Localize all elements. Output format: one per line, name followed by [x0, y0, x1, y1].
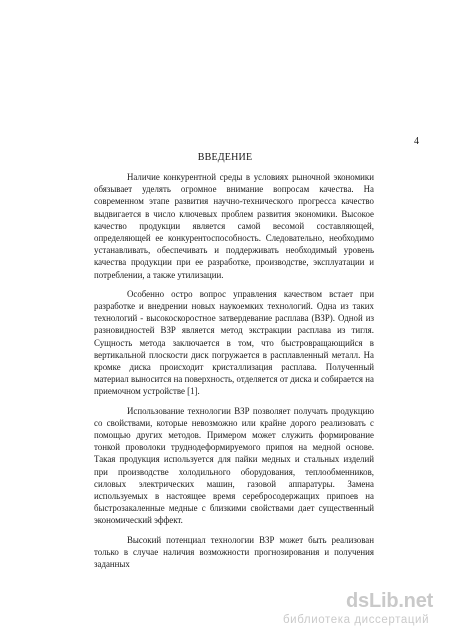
section-heading: ВВЕДЕНИЕ [197, 152, 253, 163]
paragraph: Использование технологии ВЗР позволяет получать продукцию со свойствами, которые невозможно или крайне дорого реализовать с помощью других методов. Примером может служить формирование тонкой проволоки труднодеформируемого припоя на медной основе. Такая продукция используется для пайки медных и стальных изделий при производстве холодильного оборудования, теплообменников, силовых электрических машин, газовой аппаратуры. Замена используемых в настоящее время серебросодержащих припоев на быстрозакаленные медные с близкими свойствами дает существенный экономический эффект. [94, 405, 374, 526]
paragraph: Высокий потенциал технологии ВЗР может быть реализован только в случае наличия возможности прогнозирования и получения заданных [94, 534, 374, 570]
watermark-subtitle: библиотека диссертаций [283, 614, 430, 626]
paragraph: Особенно остро вопрос управления качеством встает при разработке и внедрении новых наукоемких технологий. Одна из таких технологий - высокоскоростное затвердевание расплава (ВЗР). Одной из разновидностей ВЗР является метод экстракции расплава из тигля. Сущность метода заключается в том, что быстровращающийся в вертикальной плоскости диск погружается в расплавленный металл. На кромке диска происходит кристаллизация расплава. Полученный материал выносится на поверхность, отделяется от диска и собирается на приемочном устройстве [1]. [94, 288, 374, 397]
watermark [283, 590, 448, 636]
watermark-logo: dsLib.net [346, 590, 434, 612]
paragraph: Наличие конкурентной среды в условиях рыночной экономики обязывает уделять огромное внимание вопросам качества. На современном этапе развития научно-технического прогресса качество выдвигается в число ключевых проблем развития экономики. Высокое качество продукции является самой весомой составляющей, определяющей ее конкурентоспособность. Следовательно, необходимо устанавливать, обеспечивать и поддерживать необходимый уровень качества продукции при ее разработке, производстве, эксплуатации и потреблении, а также утилизации. [94, 172, 374, 280]
page-number: 4 [414, 136, 419, 147]
body-text [94, 171, 374, 570]
